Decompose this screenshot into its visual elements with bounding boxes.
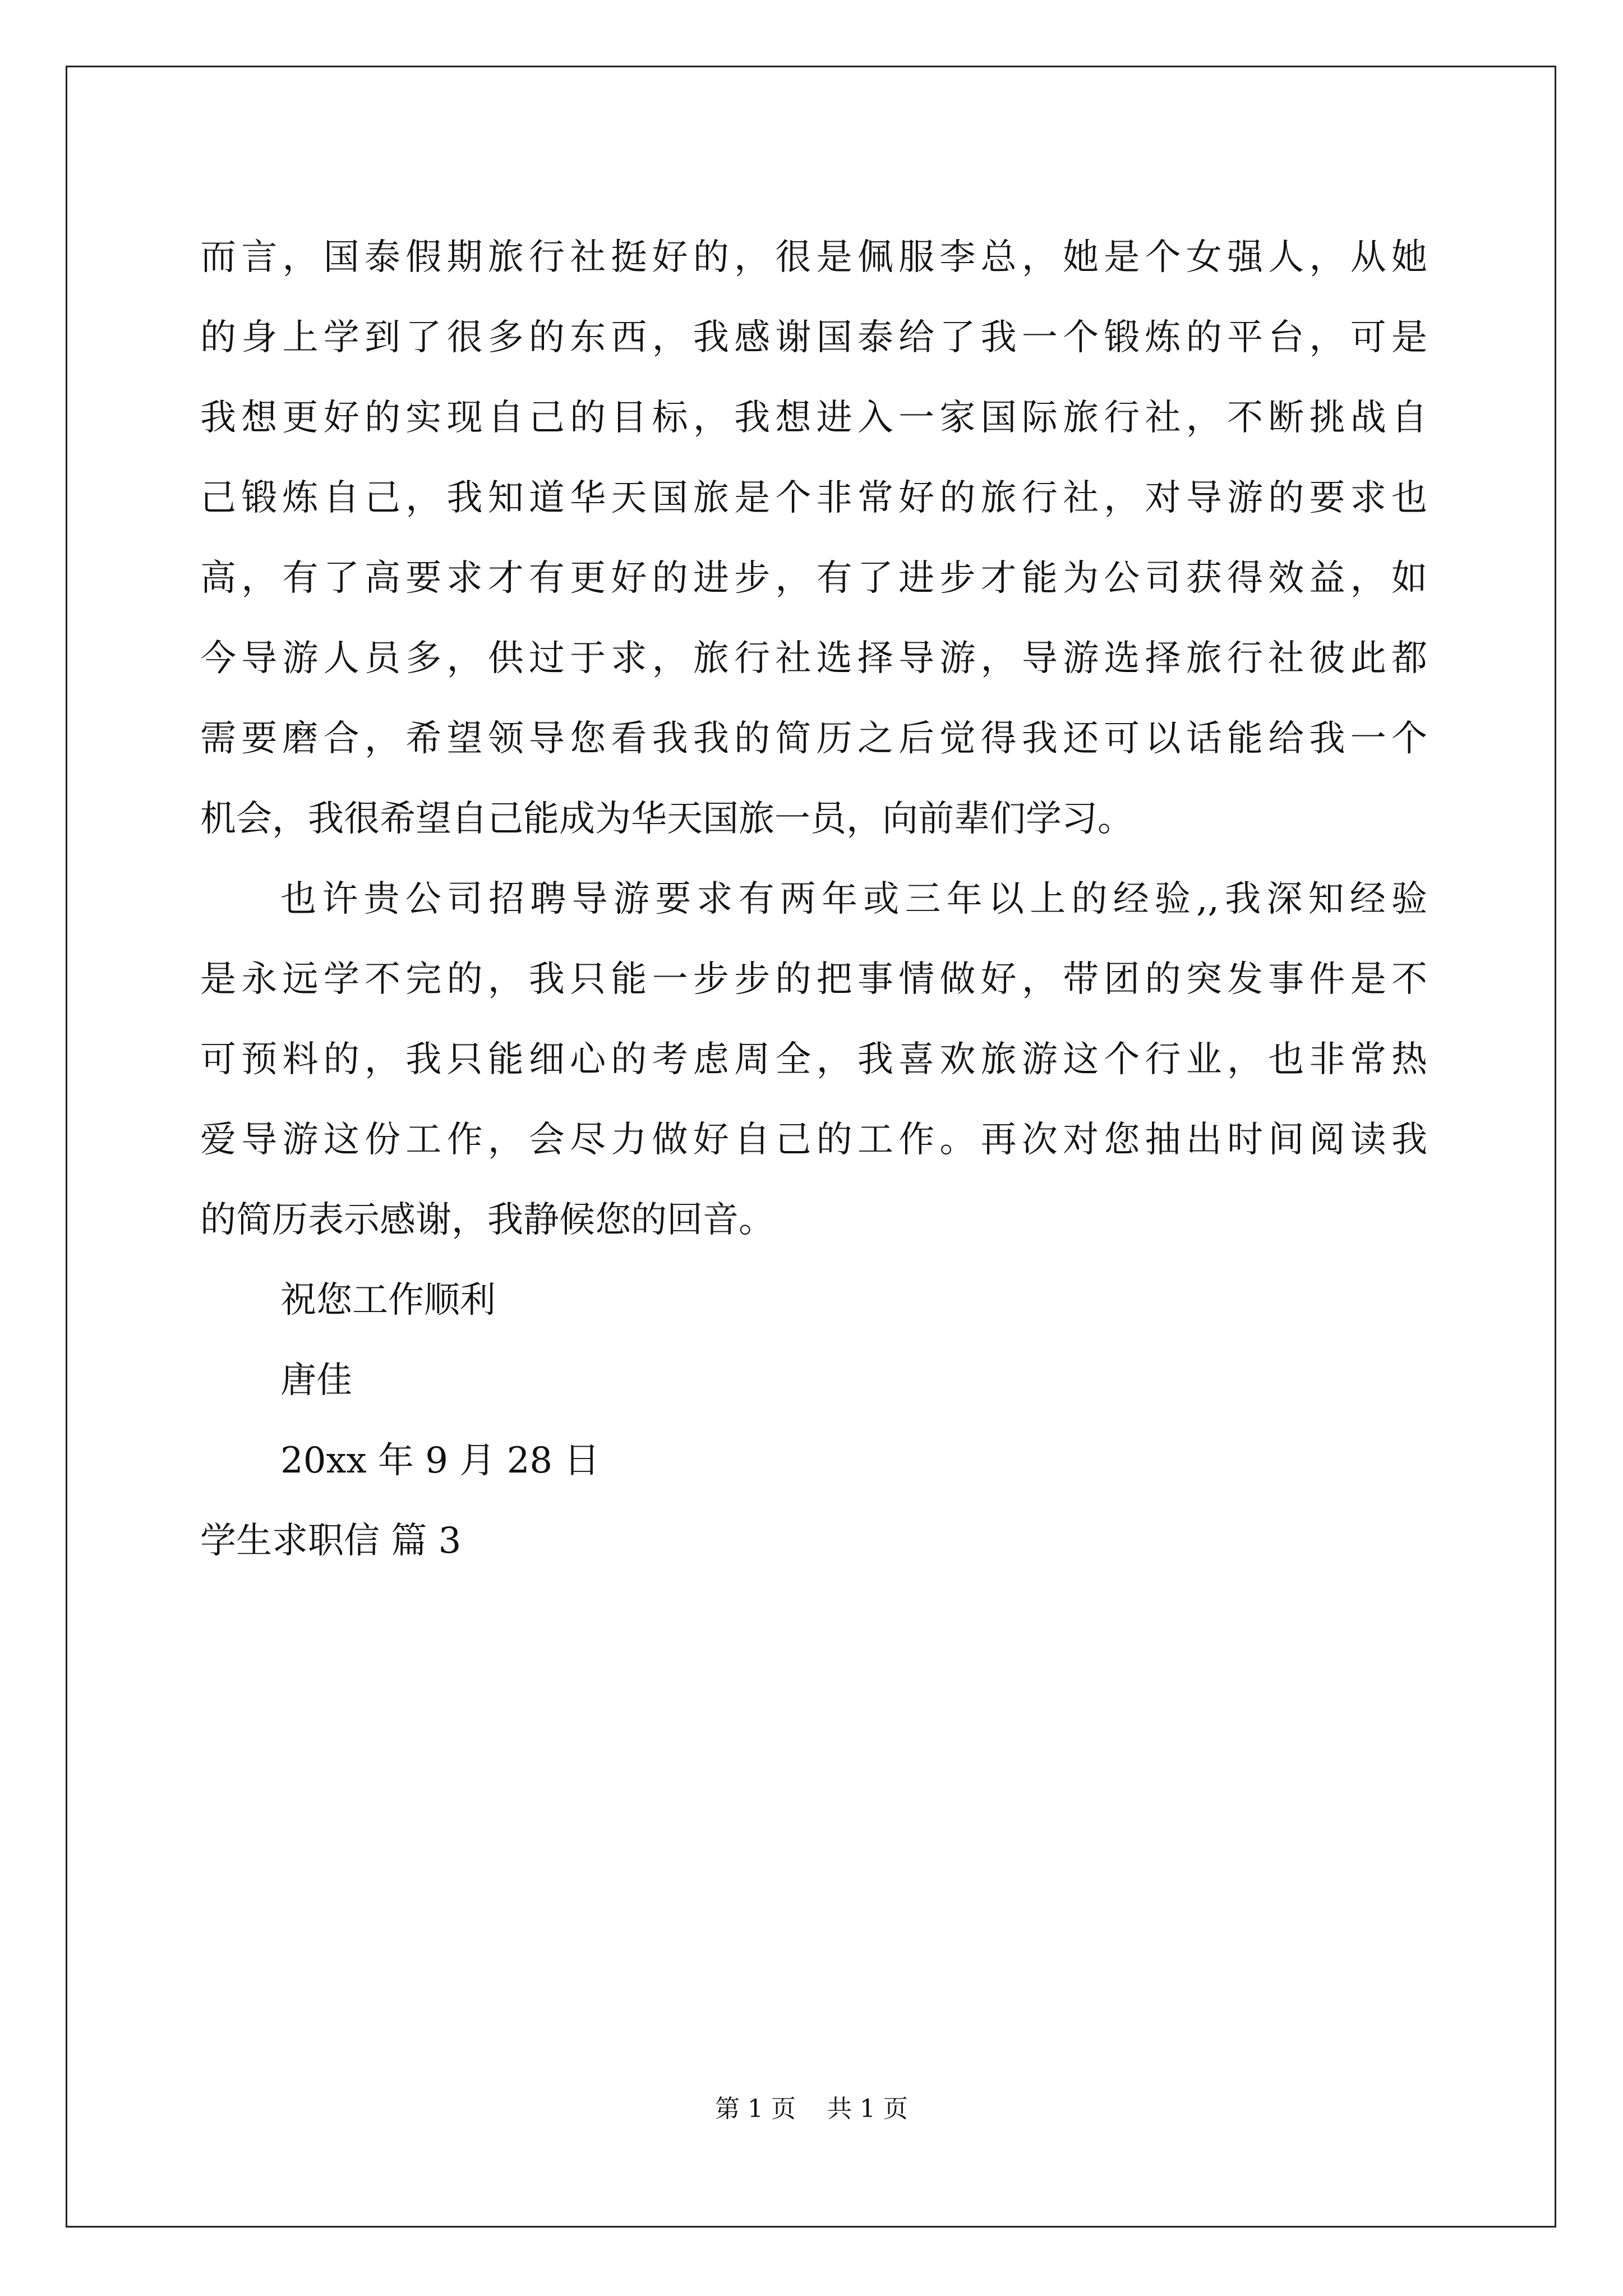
page-number-footer: 第 1 页 共 1 页 [715,2095,908,2123]
paragraph-1-line: 机会，我很希望自己能成为华天国旅一员，向前辈们学习。 [200,798,1133,840]
paragraph-1-line: 的身上学到了很多的东西，我感谢国泰给了我一个锻炼的平台，可是 [200,317,1427,358]
paragraph-2-line: 也许贵公司招聘导游要求有两年或三年以上的经验,,我深知经验 [280,878,1427,920]
closing-line: 祝您工作顺利 [280,1280,496,1321]
paragraph-1-line: 己锻炼自己，我知道华天国旅是个非常好的旅行社，对导游的要求也 [200,477,1427,519]
paragraph-1-line: 我想更好的实现自己的目标，我想进入一家国际旅行社，不断挑战自 [200,397,1427,439]
paragraph-1-line: 需要磨合，希望领导您看我我的简历之后觉得我还可以话能给我一个 [200,718,1427,760]
paragraph-2-line: 的简历表示感谢，我静候您的回音。 [200,1199,774,1241]
paragraph-1-line: 高，有了高要求才有更好的进步，有了进步才能为公司获得效益，如 [200,558,1427,599]
paragraph-1-line: 今导游人员多，供过于求，旅行社选择导游，导游选择旅行社彼此都 [200,638,1427,679]
paragraph-2-line: 是永远学不完的，我只能一步步的把事情做好，带团的突发事件是不 [200,959,1427,1000]
paragraph-1-line: 而言，国泰假期旅行社挺好的，很是佩服李总，她是个女强人，从她 [200,237,1427,278]
paragraph-2-line: 爱导游这份工作，会尽力做好自己的工作。再次对您抽出时间阅读我 [200,1119,1427,1161]
date-line: 20xx 年 9 月 28 日 [280,1440,600,1481]
signature: 唐佳 [280,1360,352,1401]
section-heading: 学生求职信 篇 3 [200,1520,462,1562]
paragraph-2-line: 可预料的，我只能细心的考虑周全，我喜欢旅游这个行业，也非常热 [200,1039,1427,1080]
